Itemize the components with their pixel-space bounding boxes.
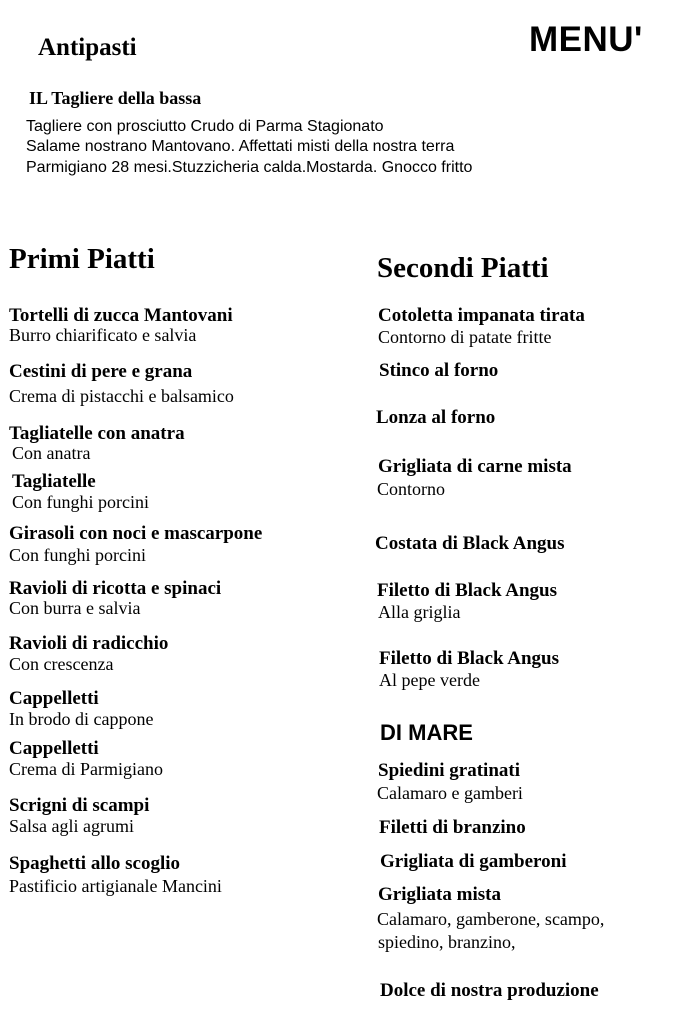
secondi-item-name: Costata di Black Angus (375, 533, 565, 554)
primi-item-desc: In brodo di cappone (9, 709, 154, 729)
mare-item-name: Grigliata di gamberoni (380, 851, 567, 872)
primi-item-desc: Con funghi porcini (12, 492, 149, 512)
antipasti-line-2: Salame nostrano Mantovano. Affettati misti della nostra terra (26, 138, 455, 155)
primi-item-desc: Crema di Parmigiano (9, 759, 163, 779)
mare-item-name: Spiedini gratinati (378, 760, 520, 781)
primi-item-desc: Con burra e salvia (9, 598, 141, 618)
primi-item-name: Girasoli con noci e mascarpone (9, 523, 263, 544)
primi-item-name: Tagliatelle con anatra (9, 423, 185, 444)
primi-item-desc: Crema di pistacchi e balsamico (9, 386, 234, 406)
antipasti-item-name: IL Tagliere della bassa (29, 88, 202, 108)
secondi-item-name: Lonza al forno (376, 407, 496, 428)
mare-item-name: Filetti di branzino (379, 817, 526, 838)
primi-item-name: Ravioli di ricotta e spinaci (9, 578, 222, 599)
secondi-heading: Secondi Piatti (377, 252, 549, 284)
primi-item-desc: Con anatra (12, 443, 91, 463)
primi-item-name: Cestini di pere e grana (9, 361, 193, 382)
primi-item-name: Scrigni di scampi (9, 795, 150, 816)
primi-item-desc: Con funghi porcini (9, 545, 146, 565)
secondi-item-name: Filetto di Black Angus (379, 648, 559, 669)
secondi-item-desc: Al pepe verde (379, 670, 480, 690)
primi-item-name: Cappelletti (9, 738, 99, 759)
primi-item-name: Cappelletti (9, 688, 99, 709)
mare-item-name: Grigliata mista (378, 884, 501, 905)
mare-heading: DI MARE (380, 720, 473, 745)
secondi-item-desc: Alla griglia (378, 602, 461, 622)
secondi-item-name: Cotoletta impanata tirata (378, 305, 585, 326)
primi-item-name: Ravioli di radicchio (9, 633, 169, 654)
mare-item-desc: Calamaro, gamberone, scampo, (377, 909, 605, 929)
secondi-item-desc: Contorno di patate fritte (378, 327, 552, 347)
primi-item-name: Tagliatelle (12, 471, 96, 492)
primi-item-desc: Salsa agli agrumi (9, 816, 134, 836)
mare-item-desc-2: spiedino, branzino, (378, 932, 516, 952)
dolce-label: Dolce di nostra produzione (380, 980, 599, 1001)
secondi-item-name: Filetto di Black Angus (377, 580, 557, 601)
primi-item-desc: Pastificio artigianale Mancini (9, 876, 222, 896)
primi-item-desc: Con crescenza (9, 654, 114, 674)
secondi-item-desc: Contorno (377, 479, 446, 499)
primi-heading: Primi Piatti (9, 243, 155, 275)
primi-item-name: Spaghetti allo scoglio (9, 853, 181, 874)
secondi-item-name: Grigliata di carne mista (378, 456, 572, 477)
antipasti-heading: Antipasti (38, 34, 137, 61)
antipasti-line-1: Tagliere con prosciutto Crudo di Parma Stagionato (26, 118, 384, 135)
primi-item-desc: Burro chiarificato e salvia (9, 325, 197, 345)
mare-item-desc: Calamaro e gamberi (377, 783, 523, 803)
menu-title: MENU' (529, 20, 643, 59)
antipasti-line-3: Parmigiano 28 mesi.Stuzzicheria calda.Mostarda. Gnocco fritto (26, 159, 473, 176)
primi-item-name: Tortelli di zucca Mantovani (9, 305, 233, 326)
secondi-item-name: Stinco al forno (379, 360, 499, 381)
